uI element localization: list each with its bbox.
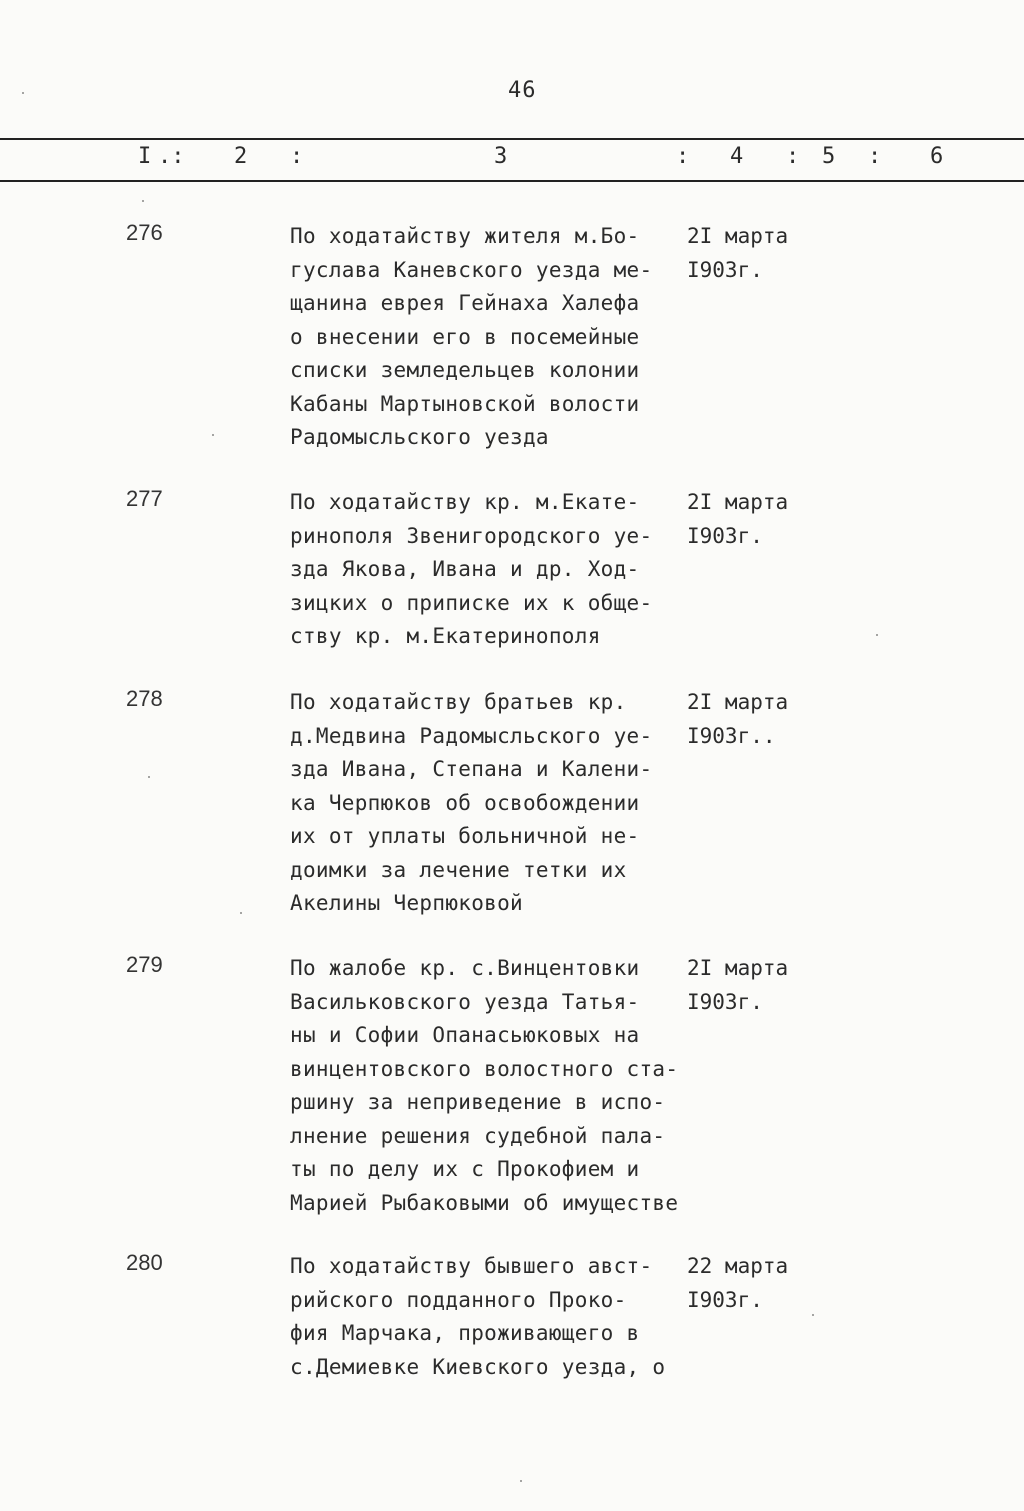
column-header-row [0, 140, 1024, 180]
description-line: списки земледельцев колонии [290, 358, 640, 382]
description-line: гуслава Каневского уезда ме- [290, 257, 653, 282]
description-line: Радомысльского уезда [290, 425, 549, 449]
description-line: рийского подданного Проко- [290, 1287, 627, 1312]
description-line: Кабаны Мартыновской волости [290, 391, 640, 416]
description-line: винцентовского волостного ста- [290, 1056, 679, 1081]
column-header-3: 3 [494, 144, 508, 169]
description-line: с.Демиевке Киевского уезда, о [290, 1354, 666, 1379]
column-separator: : [868, 144, 882, 169]
record-date [687, 1250, 788, 1317]
record-number: 280 [126, 1250, 163, 1275]
scan-speck [148, 776, 150, 778]
record-number: 277 [126, 486, 163, 511]
page-number: 46 [508, 78, 537, 103]
record-date [687, 486, 788, 553]
date-year: I903г. [687, 257, 763, 282]
description-line: доимки за лечение тетки их [290, 857, 627, 882]
description-line: зда Якова, Ивана и др. Ход- [290, 557, 640, 581]
description-line: Марией Рыбаковыми об имуществе [290, 1190, 679, 1215]
record-description [290, 952, 710, 1220]
column-header-5: 5 [822, 144, 836, 169]
date-day-month: 2I марта [687, 690, 789, 714]
column-separator: : [786, 144, 800, 169]
column-header-1: I [138, 144, 152, 169]
scan-speck [876, 634, 878, 636]
description-line: По ходатайству братьев кр. [290, 690, 627, 714]
record-number: 278 [126, 686, 163, 711]
description-line: ству кр. м.Екатеринополя [290, 624, 601, 648]
description-line: Васильковского уезда Татья- [290, 989, 640, 1014]
scan-speck [22, 92, 24, 94]
scan-speck [142, 200, 144, 202]
description-line: ринополя Звенигородского уе- [290, 523, 653, 548]
description-line: ты по делу их с Прокофием и [290, 1157, 640, 1181]
date-day-month: 2I марта [687, 224, 789, 248]
description-line: Акелины Черпюковой [290, 891, 523, 915]
header-bottom-rule [0, 180, 1024, 182]
record-number: 276 [126, 220, 163, 245]
date-year: I903г. [687, 1287, 763, 1312]
description-line: их от уплаты больничной не- [290, 824, 640, 848]
description-line: зда Ивана, Степана и Калени- [290, 757, 653, 781]
record-date [687, 952, 788, 1019]
scan-speck [812, 1314, 814, 1316]
scan-speck [212, 434, 214, 436]
record-description [290, 1250, 710, 1384]
record-date [687, 686, 788, 753]
record-description [290, 686, 710, 921]
record-number: 279 [126, 952, 163, 977]
column-separator: : [676, 144, 690, 169]
description-line: По жалобе кр. с.Винцентовки [290, 956, 640, 980]
record-description [290, 486, 710, 654]
record-date [687, 220, 788, 287]
description-line: По ходатайству жителя м.Бо- [290, 224, 640, 248]
column-separator: .: [158, 144, 185, 169]
date-year: I903г.. [687, 723, 776, 748]
description-line: лнение решения судебной пала- [290, 1123, 666, 1148]
date-day-month: 22 марта [687, 1254, 789, 1278]
description-line: ка Черпюков об освобождении [290, 790, 640, 815]
description-line: фия Марчака, проживающего в [290, 1321, 640, 1345]
description-line: зицких о приписке их к обще- [290, 590, 653, 615]
date-year: I903г. [687, 523, 763, 548]
column-header-6: 6 [930, 144, 944, 169]
scan-speck [240, 912, 242, 914]
description-line: д.Медвина Радомысльского уе- [290, 723, 653, 748]
description-line: По ходатайству бывшего авст- [290, 1254, 653, 1278]
record-description [290, 220, 710, 455]
column-header-2: 2 [234, 144, 248, 169]
date-year: I903г. [687, 989, 763, 1014]
column-header-4: 4 [730, 144, 744, 169]
scan-speck [520, 1480, 522, 1482]
description-line: щанина еврея Гейнаха Халефа [290, 291, 640, 315]
description-line: ршину за неприведение в испо- [290, 1090, 666, 1114]
date-day-month: 2I марта [687, 956, 789, 980]
column-separator: : [290, 144, 304, 169]
description-line: о внесении его в посемейные [290, 324, 640, 349]
date-day-month: 2I марта [687, 490, 789, 514]
description-line: ны и Софии Опанасьюковых на [290, 1023, 640, 1047]
description-line: По ходатайству кр. м.Екате- [290, 490, 640, 514]
